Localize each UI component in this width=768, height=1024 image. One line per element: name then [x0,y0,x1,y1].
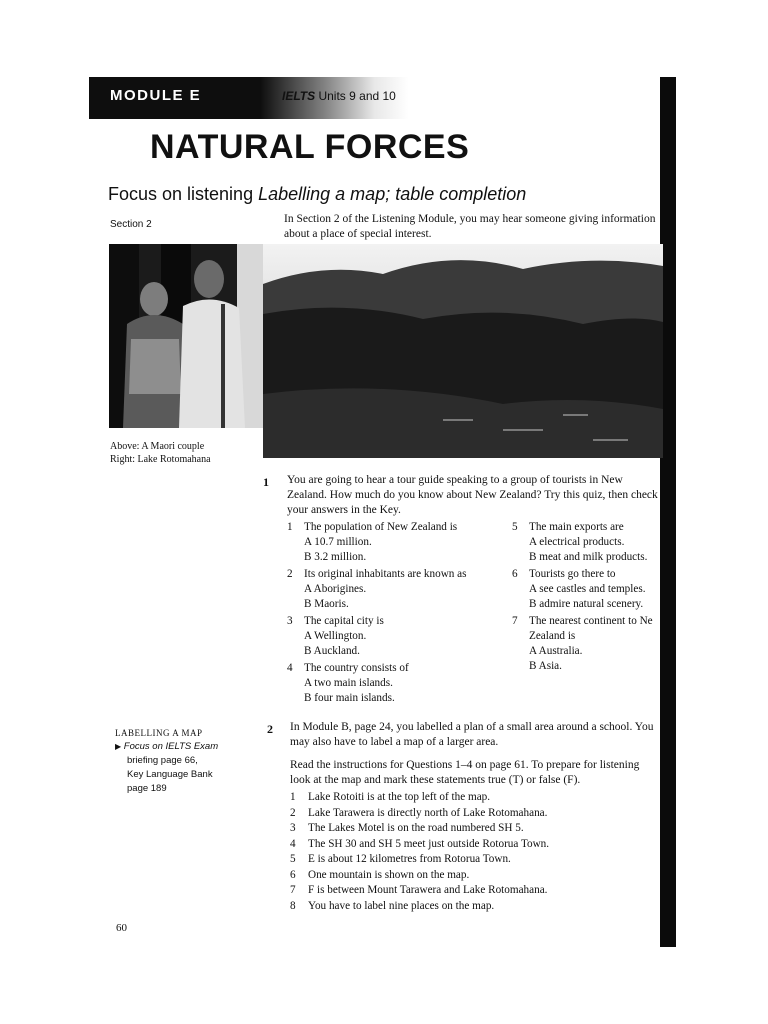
quiz-option-b: B 3.2 million. [304,551,367,563]
quiz-option-b: B four main islands. [304,692,395,704]
statement-text: The Lakes Motel is on the road numbered SH 5. [308,822,524,834]
statement-text: Lake Tarawera is directly north of Lake Rotomahana. [308,806,548,819]
statement-text: You have to label nine places on the map. [308,899,495,912]
quiz-option-a: A Aborigines. [304,583,367,595]
quiz-item [287,614,502,659]
statement-text: F is between Mount Tarawera and Lake Rotomahana. [308,884,548,896]
quiz-option-a: A two main islands. [304,677,393,689]
statement-list [290,790,662,914]
scan-edge-bar [660,77,676,947]
sidebar-line-3: Key Language Bank [127,769,213,780]
exercise-1-number: 1 [263,475,269,489]
quiz-question: The main exports are [529,521,624,533]
page-number: 60 [116,922,127,934]
arrow-right-icon: ▶ [115,742,122,751]
statement-number: 1 [290,791,296,803]
sidebar-line-4: page 189 [127,783,167,794]
quiz-option-a: A see castles and temples. [529,583,646,595]
quiz-option-b: B meat and milk products. [529,551,648,563]
quiz-option-a: A 10.7 million. [304,536,372,548]
quiz-option-a: A electrical products. [529,536,625,548]
quiz-column-left [287,520,502,708]
statement-number: 5 [290,853,296,865]
statement-text: Lake Rotoiti is at the top left of the map. [308,791,491,803]
statement-number: 4 [290,837,296,850]
statement-number: 6 [290,868,296,881]
quiz-option-b: B Auckland. [304,645,360,657]
focus-heading [108,184,526,205]
section-label: Section 2 [110,219,152,230]
exercise-2-number: 2 [267,722,273,736]
exercise-1-instruction: You are going to hear a tour guide speaking to a group of tourists in New Zealand. How much do you know about New Zealand? Try this quiz, then check your answers in the Key. [287,474,658,516]
focus-lead: Focus on listening [108,184,254,204]
quiz-option-a: A Australia. [529,645,583,657]
list-item [290,899,662,915]
module-label: MODULE E [110,87,202,104]
statement-number: 2 [290,806,296,819]
quiz-item-number: 4 [287,662,293,674]
quiz-option-b: B Maoris. [304,598,349,610]
statement-number: 7 [290,884,296,896]
units-text: Units 9 and 10 [318,89,396,103]
caption-line-2: Right: Lake Rotomahana [110,454,211,465]
list-item [290,821,662,837]
exercise-2-text: In Module B, page 24, you labelled a plan of a small area around a school. You may also have to label a map of a larger area. [290,721,654,748]
quiz-item [287,567,502,612]
quiz-option-a: A Wellington. [304,630,367,642]
page-title: NATURAL FORCES [150,128,470,166]
statement-number: 3 [290,822,296,834]
quiz-question: The nearest continent to Ne [529,615,653,627]
sidebar-labelling-map [115,726,245,796]
list-item [290,868,662,884]
photo-lake-rotomahana [263,244,663,458]
quiz-option-b: B admire natural scenery. [529,598,644,610]
quiz-option-b: B Asia. [529,660,562,672]
quiz-column-right [512,520,662,676]
photo-maori-couple [109,244,269,428]
quiz-question: Its original inhabitants are known as [304,568,467,580]
sidebar-line-2: briefing page 66, [127,755,198,766]
statement-text: The SH 30 and SH 5 meet just outside Rotorua Town. [308,837,550,850]
list-item [290,883,662,899]
quiz-question-continued: Zealand is [529,630,576,642]
quiz-item-number: 5 [512,521,518,533]
ielts-label: IELTS [282,89,316,103]
list-item [290,790,662,806]
statement-number: 8 [290,899,296,912]
quiz-item-number: 2 [287,568,293,580]
units-label [282,89,396,103]
sidebar-title: LABELLING A MAP [115,728,203,738]
list-item [290,837,662,853]
quiz-question: The population of New Zealand is [304,521,458,533]
quiz-item [287,520,502,565]
list-item [290,806,662,822]
quiz-item [512,614,662,674]
quiz-item [512,520,662,565]
exercise-2-instruction: Read the instructions for Questions 1–4 on page 61. To prepare for listening look at the map and mark these statements true (T) or false (F). [290,759,640,786]
quiz-item-number: 1 [287,521,293,533]
quiz-item-number: 6 [512,568,518,580]
quiz-item [287,661,502,706]
list-item [290,852,662,868]
statement-text: One mountain is shown on the map. [308,868,470,881]
quiz-question: Tourists go there to [529,568,616,580]
focus-subtitle: Labelling a map; table completion [258,184,527,204]
quiz-question: The country consists of [304,662,409,674]
quiz-question: The capital city is [304,615,384,627]
quiz-item-number: 7 [512,615,518,627]
intro-text: In Section 2 of the Listening Module, you may hear someone giving information about a place of special interest. [284,213,656,240]
photo-caption [110,440,211,466]
quiz-item [512,567,662,612]
quiz-item-number: 3 [287,615,293,627]
statement-text: E is about 12 kilometres from Rotorua Town. [308,853,511,865]
sidebar-line-1: Focus on IELTS Exam [123,741,219,752]
caption-line-1: Above: A Maori couple [110,441,205,452]
